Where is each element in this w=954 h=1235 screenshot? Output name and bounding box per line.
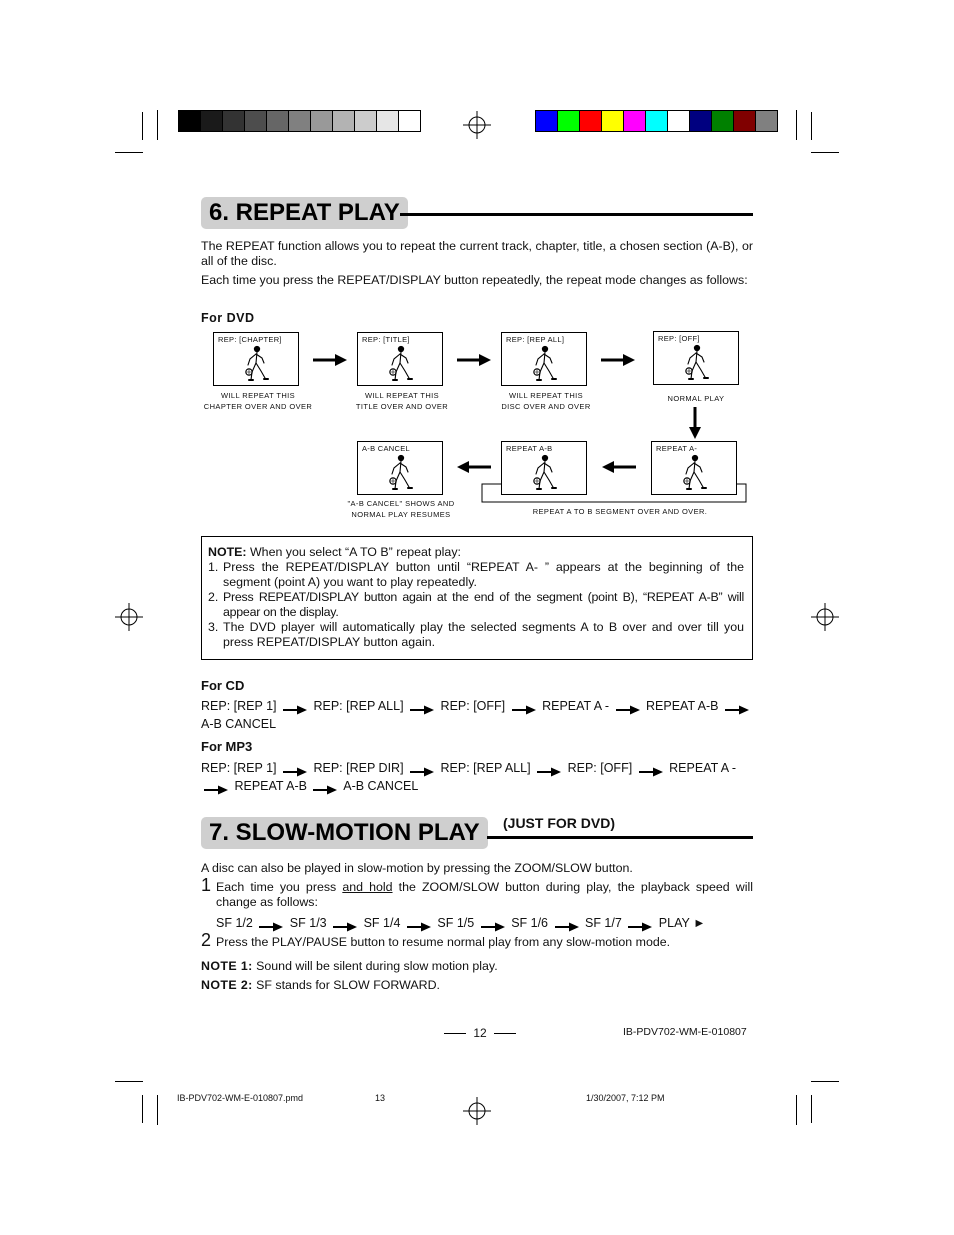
screen-label: REP: [REP ALL] bbox=[506, 335, 565, 344]
section-title-repeat-play: 6. REPEAT PLAY bbox=[201, 197, 408, 229]
section-subtitle: (JUST FOR DVD) bbox=[503, 815, 615, 831]
intro-paragraph-1: The REPEAT function allows you to repeat the current track, chapter, title, a chosen section (A-B), or all of the disc. bbox=[201, 239, 753, 268]
caption-off bbox=[636, 393, 756, 404]
sheet-number: 13 bbox=[375, 1093, 386, 1103]
caption-chapter bbox=[196, 390, 320, 412]
player-figure-icon bbox=[530, 345, 560, 385]
screen-rep-off bbox=[653, 331, 739, 385]
note-box bbox=[201, 536, 753, 660]
step-number: 1 bbox=[201, 875, 212, 895]
screen-rep-all bbox=[501, 332, 587, 386]
caption-rep-all bbox=[484, 390, 608, 412]
caption-line: TITLE OVER AND OVER bbox=[355, 402, 449, 411]
arrow-right-icon bbox=[407, 919, 431, 929]
calibration-swatch bbox=[200, 110, 223, 132]
note-item-number: 1. bbox=[208, 560, 219, 574]
calibration-swatch bbox=[623, 110, 646, 132]
calibration-swatch bbox=[557, 110, 580, 132]
step-2-text: Press the PLAY/PAUSE button to resume normal play from any slow-motion mode. bbox=[216, 935, 671, 949]
calibration-swatch bbox=[354, 110, 377, 132]
page-number bbox=[444, 1026, 516, 1040]
caption-line: NORMAL PLAY RESUMES bbox=[351, 510, 451, 519]
cd-sequence bbox=[201, 697, 761, 733]
section-rule bbox=[487, 836, 753, 839]
note-1 bbox=[201, 959, 498, 973]
sequence-item: SF 1/5 bbox=[437, 916, 475, 930]
caption-line: REPEAT A TO B SEGMENT OVER AND OVER. bbox=[532, 507, 708, 516]
screen-label: A-B CANCEL bbox=[362, 444, 411, 453]
arrow-right-icon bbox=[333, 919, 357, 929]
calibration-swatch bbox=[667, 110, 690, 132]
caption-line: DISC OVER AND OVER bbox=[501, 402, 591, 411]
note-2-text: SF stands for SLOW FORWARD. bbox=[256, 978, 440, 992]
sequence-item: SF 1/4 bbox=[363, 916, 401, 930]
for-cd-heading: For CD bbox=[201, 678, 245, 693]
note-1-label: NOTE 1: bbox=[201, 959, 253, 973]
speed-sequence bbox=[216, 914, 776, 932]
intro-paragraph-2: Each time you press the REPEAT/DISPLAY button repeatedly, the repeat mode changes as follows: bbox=[201, 273, 748, 287]
caption-line: NORMAL PLAY bbox=[667, 394, 725, 403]
for-mp3-heading: For MP3 bbox=[201, 739, 253, 754]
slow-intro: A disc can also be played in slow-motion by pressing the ZOOM/SLOW button. bbox=[201, 861, 633, 875]
down-arrow-icon bbox=[687, 407, 703, 439]
mp3-sequence bbox=[201, 759, 761, 795]
caption-line: WILL REPEAT THIS bbox=[508, 391, 584, 400]
right-arrow-icon bbox=[457, 352, 491, 368]
arrow-right-icon bbox=[725, 702, 749, 712]
note-item-text: Press REPEAT/DISPLAY button again at the end of the segment (point B), “REPEAT A-B” will appear on the display. bbox=[223, 590, 744, 619]
print-timestamp: 1/30/2007, 7:12 PM bbox=[586, 1093, 665, 1103]
screen-label: REP: [OFF] bbox=[658, 334, 700, 343]
for-dvd-heading: For DVD bbox=[201, 311, 255, 325]
screen-label: REP: [TITLE] bbox=[362, 335, 410, 344]
sequence-item: REP: [REP DIR] bbox=[313, 761, 404, 775]
loop-bracket bbox=[478, 460, 750, 506]
sequence-item: REPEAT A-B bbox=[646, 699, 719, 713]
player-figure-icon bbox=[682, 344, 712, 384]
sequence-item: REP: [REP ALL] bbox=[440, 761, 531, 775]
note-item bbox=[208, 590, 744, 620]
screen-label: REPEAT A-B bbox=[506, 444, 553, 453]
note-1-text: Sound will be silent during slow motion play. bbox=[256, 959, 498, 973]
calibration-swatch bbox=[222, 110, 245, 132]
sequence-item: SF 1/2 bbox=[216, 916, 253, 930]
sequence-item: SF 1/3 bbox=[289, 916, 327, 930]
calibration-swatch bbox=[266, 110, 289, 132]
sequence-item: A-B CANCEL bbox=[343, 779, 419, 793]
note-lead-line bbox=[208, 545, 744, 560]
sequence-item: REPEAT A - bbox=[669, 761, 737, 775]
note-2 bbox=[201, 978, 440, 992]
calibration-swatch bbox=[310, 110, 333, 132]
note-item-number: 2. bbox=[208, 590, 219, 604]
calibration-swatch bbox=[711, 110, 734, 132]
right-arrow-icon bbox=[601, 352, 635, 368]
caption-line: WILL REPEAT THIS bbox=[220, 391, 296, 400]
sequence-item: REPEAT A - bbox=[542, 699, 610, 713]
caption-a-b-cancel bbox=[337, 498, 465, 520]
note-item-number: 3. bbox=[208, 620, 219, 634]
file-name: IB-PDV702-WM-E-010807.pmd bbox=[177, 1093, 304, 1103]
arrow-right-icon bbox=[259, 919, 283, 929]
calibration-swatch bbox=[601, 110, 624, 132]
sequence-item: SF 1/6 bbox=[511, 916, 549, 930]
screen-label: REPEAT A- bbox=[656, 444, 698, 453]
player-figure-icon bbox=[386, 454, 416, 494]
calibration-swatch bbox=[579, 110, 602, 132]
calibration-swatch bbox=[398, 110, 421, 132]
sequence-item: REP: [REP 1] bbox=[201, 761, 277, 775]
right-arrow-icon bbox=[313, 352, 347, 368]
note-item-text: The DVD player will automatically play the selected segments A to B over and over till you press REPEAT/DISPLAY button again. bbox=[223, 620, 744, 649]
arrow-right-icon bbox=[537, 764, 561, 774]
caption-repeat-a-b bbox=[500, 506, 740, 517]
page-number-value: 12 bbox=[473, 1026, 487, 1040]
step-1-text-a: Each time you press bbox=[216, 880, 343, 894]
arrow-right-icon bbox=[313, 782, 337, 792]
arrow-right-icon bbox=[628, 919, 652, 929]
calibration-swatch bbox=[178, 110, 201, 132]
sequence-item: REPEAT A-B bbox=[234, 779, 307, 793]
note-label: NOTE: bbox=[208, 545, 247, 559]
doc-code: IB-PDV702-WM-E-010807 bbox=[623, 1026, 747, 1038]
player-figure-icon bbox=[242, 345, 272, 385]
note-2-label: NOTE 2: bbox=[201, 978, 253, 992]
note-item bbox=[208, 560, 744, 590]
arrow-right-icon bbox=[204, 782, 228, 792]
caption-line: WILL REPEAT THIS bbox=[364, 391, 440, 400]
player-figure-icon bbox=[386, 345, 416, 385]
arrow-right-icon bbox=[616, 702, 640, 712]
calibration-swatch bbox=[376, 110, 399, 132]
note-lead: When you select “A TO B” repeat play: bbox=[246, 545, 461, 559]
calibration-swatch bbox=[332, 110, 355, 132]
arrow-right-icon bbox=[639, 764, 663, 774]
sequence-item: REP: [REP ALL] bbox=[313, 699, 404, 713]
calibration-swatch bbox=[689, 110, 712, 132]
caption-line: CHAPTER OVER AND OVER bbox=[203, 402, 313, 411]
calibration-swatch bbox=[755, 110, 778, 132]
sequence-item: REP: [OFF] bbox=[440, 699, 506, 713]
screen-label: REP: [CHAPTER] bbox=[218, 335, 282, 344]
calibration-swatch bbox=[535, 110, 558, 132]
screen-rep-chapter bbox=[213, 332, 299, 386]
step-number: 2 bbox=[201, 930, 212, 950]
arrow-right-icon bbox=[410, 764, 434, 774]
screen-a-b-cancel bbox=[357, 441, 443, 495]
caption-title bbox=[340, 390, 464, 412]
section-rule bbox=[400, 213, 753, 216]
registration-mark-icon bbox=[811, 603, 839, 631]
arrow-right-icon bbox=[481, 919, 505, 929]
calibration-swatch bbox=[244, 110, 267, 132]
calibration-swatch bbox=[733, 110, 756, 132]
registration-mark-icon bbox=[463, 111, 491, 139]
section-title-slow-motion: 7. SLOW-MOTION PLAY bbox=[201, 817, 488, 849]
step-1-text bbox=[216, 880, 753, 910]
arrow-right-icon bbox=[512, 702, 536, 712]
calibration-swatch bbox=[645, 110, 668, 132]
calibration-swatch bbox=[288, 110, 311, 132]
sequence-item: SF 1/7 bbox=[584, 916, 622, 930]
sequence-item: PLAY ► bbox=[658, 916, 706, 930]
note-item-text: Press the REPEAT/DISPLAY button until “REPEAT A- ” appears at the beginning of the segment (point A) you want to play repeatedly. bbox=[223, 560, 744, 589]
screen-rep-title bbox=[357, 332, 443, 386]
sequence-item: A-B CANCEL bbox=[201, 717, 277, 731]
arrow-right-icon bbox=[283, 764, 307, 774]
step-1-text-b: the ZOOM/SLOW button during play, the playback speed will change as follows: bbox=[216, 880, 753, 909]
sequence-item: REP: [REP 1] bbox=[201, 699, 277, 713]
sequence-item: REP: [OFF] bbox=[567, 761, 633, 775]
registration-mark-icon bbox=[463, 1097, 491, 1125]
registration-mark-icon bbox=[115, 603, 143, 631]
step-1-underline: and hold bbox=[342, 880, 393, 894]
arrow-right-icon bbox=[555, 919, 579, 929]
caption-line: "A-B CANCEL" SHOWS AND bbox=[347, 499, 455, 508]
arrow-right-icon bbox=[410, 702, 434, 712]
note-item bbox=[208, 620, 744, 650]
arrow-right-icon bbox=[283, 702, 307, 712]
